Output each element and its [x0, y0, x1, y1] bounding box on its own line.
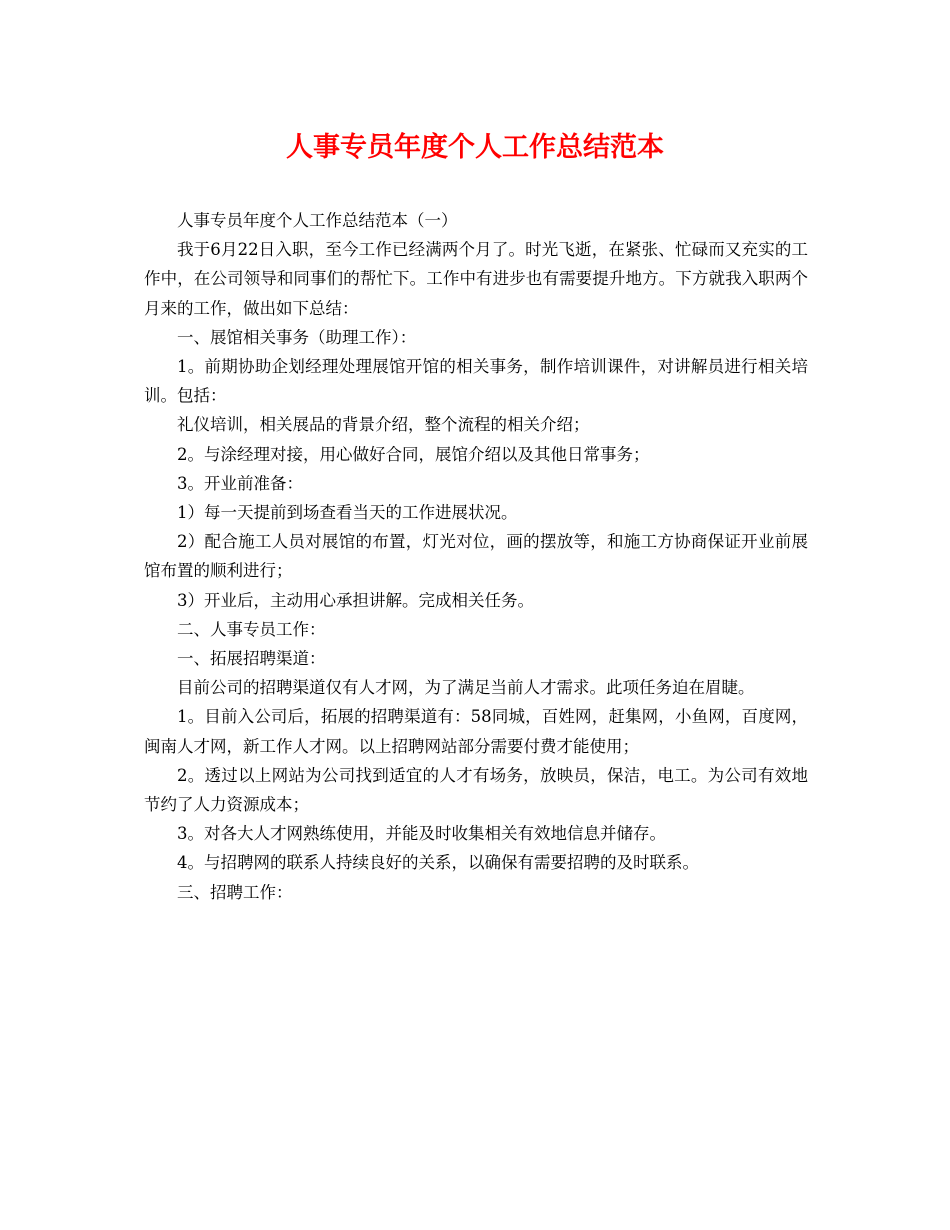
paragraph: 2。与涂经理对接，用心做好合同，展馆介绍以及其他日常事务；: [177, 444, 650, 464]
paragraph: 1。前期协助企划经理处理展馆开馆的相关事务，制作培训课件，对讲解员进行相关培训。包括：: [144, 357, 808, 406]
paragraph: 一、拓展招聘渠道：: [177, 649, 326, 669]
paragraph: 1。目前入公司后，拓展的招聘渠道有：58同城，百姓网，赶集网，小鱼网，百度网，闽南人才网，新工作人才网。以上招聘网站部分需要付费才能使用；: [144, 707, 808, 756]
paragraph: 目前公司的招聘渠道仅有人才网，为了满足当前人才需求。此项任务迫在眉睫。: [177, 678, 755, 698]
paragraph: 一、展馆相关事务（助理工作）：: [177, 327, 417, 347]
paragraph: 3。对各大人才网熟练使用，并能及时收集相关有效地信息并储存。: [177, 824, 666, 844]
paragraph: 4。与招聘网的联系人持续良好的关系，以确保有需要招聘的及时联系。: [177, 853, 699, 873]
paragraph: 3。开业前准备：: [177, 473, 303, 493]
paragraph: 二、人事专员工作：: [177, 619, 326, 639]
paragraph: 人事专员年度个人工作总结范本（一）: [177, 211, 458, 230]
document-title: 人事专员年度个人工作总结范本: [286, 132, 664, 163]
paragraph: 礼仪培训，相关展品的背景介绍，整个流程的相关介绍；: [177, 415, 590, 435]
paragraph: 2。透过以上网站为公司找到适宜的人才有场务，放映员，保洁，电工。为公司有效地节约了人力资源成本；: [144, 765, 808, 815]
paragraph: 我于6月22日入职，至今工作已经满两个月了。时光飞逝，在紧张、忙碌而又充实的工作中，在公司领导和同事们的帮忙下。工作中有进步也有需要提升地方。下方就我入职两个月来的工作，做出如下总结：: [144, 240, 808, 318]
document-body: [144, 206, 808, 907]
paragraph: 三、招聘工作：: [177, 882, 293, 902]
paragraph: 1）每一天提前到场查看当天的工作进展状况。: [177, 503, 518, 523]
paragraph: 3）开业后，主动用心承担讲解。完成相关任务。: [177, 590, 534, 610]
paragraph: 2）配合施工人员对展馆的布置，灯光对位，画的摆放等，和施工方协商保证开业前展馆布置的顺利进行；: [144, 532, 808, 581]
